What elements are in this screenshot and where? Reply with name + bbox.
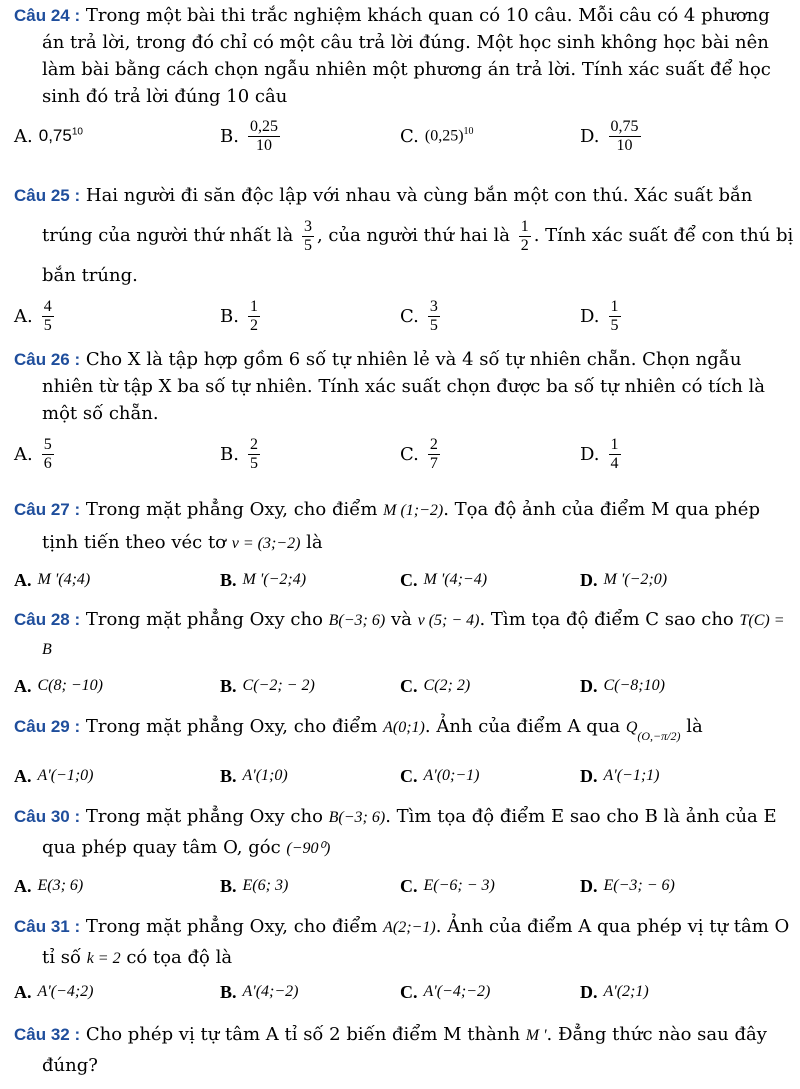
fraction (302, 218, 314, 255)
question-31 (14, 912, 794, 974)
question-number: Câu 29 : (14, 717, 81, 736)
option-d[interactable] (580, 296, 624, 336)
option-value: 0,75 (38, 126, 72, 145)
fraction-numerator: 3 (303, 217, 312, 235)
option-label: A. (14, 875, 32, 896)
question-number: Câu 27 : (14, 500, 81, 519)
option-value: E(6; 3) (242, 877, 289, 894)
option-label: C. (400, 125, 419, 147)
fraction-denominator: 2 (249, 316, 258, 334)
vector-v: v (5; − 4) (417, 612, 480, 629)
option-b[interactable] (220, 434, 263, 474)
question-text: có tọa độ là (126, 947, 233, 968)
option-b[interactable] (220, 296, 263, 336)
question-text: Trong mặt phẳng Oxy, cho điểm (85, 716, 378, 737)
option-label: B. (220, 305, 239, 327)
option-b[interactable] (220, 866, 288, 906)
fraction-denominator: 7 (429, 454, 438, 472)
option-value: M '(−2;0) (603, 571, 668, 588)
option-label: A. (14, 569, 32, 590)
option-c[interactable] (400, 296, 443, 336)
fraction-denominator: 10 (255, 136, 272, 154)
options-24 (14, 116, 794, 156)
option-label: D. (580, 675, 598, 696)
option-label: B. (220, 765, 237, 786)
ratio-k: k = 2 (86, 950, 121, 967)
question-text: . Tìm tọa độ điểm C sao cho (479, 609, 734, 630)
question-number: Câu 31 : (14, 917, 81, 936)
translation-formula: T(C) = B (42, 612, 785, 658)
fraction-numerator: 0,75 (610, 117, 639, 135)
option-b[interactable] (220, 560, 306, 600)
question-text: . Ảnh của điểm A qua phép vị tự tâm O tỉ số (42, 916, 790, 968)
option-d[interactable] (580, 116, 644, 156)
option-value: (0,25) (424, 127, 464, 145)
option-d[interactable] (580, 756, 659, 796)
point-a: A(0;1) (383, 719, 425, 736)
question-number: Câu 25 : (14, 186, 81, 205)
question-26 (14, 346, 794, 427)
question-28 (14, 606, 794, 664)
option-value: C(8; −10) (37, 677, 103, 694)
question-32 (14, 1020, 794, 1081)
option-value: C(2; 2) (423, 677, 471, 694)
option-value: C(−8;10) (603, 677, 665, 694)
option-c[interactable] (400, 756, 479, 796)
fraction-denominator: 5 (610, 316, 619, 334)
option-fraction (609, 298, 621, 335)
fraction-denominator: 5 (249, 454, 258, 472)
option-label: A. (14, 765, 32, 786)
fraction-denominator: 4 (610, 454, 619, 472)
option-value: E(3; 6) (37, 877, 84, 894)
option-label: A. (14, 443, 33, 465)
option-label: C. (400, 443, 419, 465)
option-a[interactable] (14, 666, 103, 706)
fraction-numerator: 1 (249, 297, 258, 315)
point-m-prime: M ' (525, 1027, 547, 1044)
question-text: và (390, 609, 412, 630)
option-label: D. (580, 875, 598, 896)
question-24 (14, 2, 794, 110)
option-value: A'(−1;0) (37, 767, 94, 784)
question-text: . Tính xác suất để con thú bị bắn trúng. (42, 225, 794, 286)
option-label: D. (580, 443, 600, 465)
option-b[interactable] (220, 116, 283, 156)
option-d[interactable] (580, 972, 649, 1012)
options-31 (14, 972, 794, 1012)
point-b: B(−3; 6) (328, 612, 386, 629)
option-value: A'(−4;−2) (423, 983, 491, 1000)
option-c[interactable] (400, 666, 470, 706)
option-exponent: 10 (463, 126, 474, 138)
option-label: B. (220, 875, 237, 896)
point-a: A(2;−1) (383, 919, 436, 936)
option-label: D. (580, 305, 600, 327)
question-number: Câu 28 : (14, 610, 81, 629)
option-fraction (428, 298, 440, 335)
option-label: C. (400, 875, 418, 896)
option-d[interactable] (580, 434, 624, 474)
option-a[interactable] (14, 116, 83, 156)
option-d[interactable] (580, 560, 667, 600)
option-a[interactable] (14, 560, 90, 600)
fraction-denominator: 2 (520, 236, 529, 254)
option-c[interactable] (400, 560, 487, 600)
question-number: Câu 24 : (14, 6, 81, 25)
fraction-numerator: 4 (43, 297, 52, 315)
fraction-denominator: 5 (303, 236, 312, 254)
option-label: C. (400, 765, 418, 786)
option-value: E(−6; − 3) (423, 877, 495, 894)
option-d[interactable] (580, 866, 675, 906)
option-c[interactable] (400, 116, 474, 156)
question-text: . Tọa độ ảnh của điểm M qua phép tịnh tiến theo véc tơ (42, 499, 760, 553)
option-label: C. (400, 569, 418, 590)
option-value: E(−3; − 6) (603, 877, 675, 894)
question-text: Trong mặt phẳng Oxy, cho điểm (85, 916, 378, 937)
question-text: . Ảnh của điểm A qua (424, 716, 621, 737)
option-label: C. (400, 675, 418, 696)
option-b[interactable] (220, 756, 288, 796)
fraction (519, 218, 531, 255)
question-text: , của người thứ hai là (316, 225, 510, 246)
question-text: Trong một bài thi trắc nghiệm khách quan có 10 câu. Mỗi câu có 4 phương án trả lời, trong đó chỉ có một câu trả lời đúng. Một học sinh không học bài nên làm bài bằng cách chọn ngẫu nhiên một phương án trả lời. Tính xác suất để học sinh đó trả lời đúng 10 câu (42, 5, 771, 107)
option-c[interactable] (400, 972, 490, 1012)
question-text: . Tìm tọa độ điểm E sao cho B là ảnh của E qua phép quay tâm O, góc (42, 806, 777, 858)
option-value: A'(0;−1) (423, 767, 480, 784)
question-text: là (306, 532, 323, 553)
option-label: A. (14, 125, 33, 147)
question-text: Cho X là tập hợp gồm 6 số tự nhiên lẻ và 4 số tự nhiên chẵn. Chọn ngẫu nhiên từ tập X ba số tự nhiên. Tính xác suất chọn được ba số tự nhiên có tích là một số chẵn. (42, 349, 765, 424)
option-value: A'(1;0) (242, 767, 288, 784)
option-label: C. (400, 981, 418, 1002)
option-value: A'(4;−2) (242, 983, 299, 1000)
option-value: M '(4;−4) (423, 571, 488, 588)
options-29 (14, 756, 794, 796)
option-c[interactable] (400, 866, 495, 906)
option-fraction (248, 298, 260, 335)
rotation-angle: (−90⁰) (286, 840, 331, 857)
vector-v: v = (3;−2) (231, 535, 301, 552)
fraction-denominator: 5 (43, 316, 52, 334)
option-label: B. (220, 125, 239, 147)
option-c[interactable] (400, 434, 443, 474)
fraction-numerator: 1 (610, 297, 619, 315)
question-number: Câu 30 : (14, 807, 81, 826)
option-label: C. (400, 305, 419, 327)
question-text: Hai người đi săn độc lập với nhau và cùng bắn một con thú. Xác suất bắn trúng của người thứ nhất là (42, 185, 753, 246)
option-value: A'(2;1) (603, 983, 649, 1000)
fraction-denominator: 10 (616, 136, 633, 154)
rotation-symbol (625, 719, 681, 743)
option-label: B. (220, 569, 237, 590)
option-label: B. (220, 443, 239, 465)
option-label: B. (220, 981, 237, 1002)
option-fraction (609, 118, 641, 155)
question-text: Trong mặt phẳng Oxy, cho điểm (85, 499, 378, 520)
option-label: D. (580, 981, 598, 1002)
fraction-numerator: 1 (520, 217, 529, 235)
question-text: là (686, 716, 703, 737)
fraction-numerator: 2 (429, 435, 438, 453)
option-a[interactable] (14, 296, 57, 336)
question-number: Câu 26 : (14, 350, 81, 369)
option-label: A. (14, 305, 33, 327)
fraction-denominator: 6 (43, 454, 52, 472)
option-fraction (248, 118, 280, 155)
fraction-numerator: 0,25 (249, 117, 278, 135)
option-label: B. (220, 675, 237, 696)
option-value: M '(−2;4) (242, 571, 307, 588)
fraction-numerator: 1 (610, 435, 619, 453)
rotation-subscript: (O,−π/2) (637, 729, 681, 743)
question-text: . Đẳng thức nào sau đây đúng? (42, 1024, 767, 1076)
option-d[interactable] (580, 666, 665, 706)
question-29 (14, 712, 794, 751)
fraction-numerator: 2 (249, 435, 258, 453)
options-25 (14, 296, 794, 336)
option-fraction (609, 436, 621, 473)
option-value: A'(−1;1) (603, 767, 660, 784)
option-a[interactable] (14, 866, 83, 906)
option-fraction (248, 436, 260, 473)
question-text: Cho phép vị tự tâm A tỉ số 2 biến điểm M thành (85, 1024, 521, 1045)
option-a[interactable] (14, 972, 93, 1012)
option-b[interactable] (220, 666, 315, 706)
option-label: D. (580, 765, 598, 786)
question-30 (14, 802, 794, 864)
question-25 (14, 176, 794, 296)
option-fraction (42, 436, 54, 473)
option-fraction (42, 298, 54, 335)
option-label: D. (580, 125, 600, 147)
rotation-q: Q (625, 719, 638, 736)
fraction-numerator: 3 (429, 297, 438, 315)
question-text: Trong mặt phẳng Oxy cho (85, 609, 323, 630)
fraction-numerator: 5 (43, 435, 52, 453)
option-label: A. (14, 981, 32, 1002)
option-fraction (428, 436, 440, 473)
option-label: A. (14, 675, 32, 696)
point-m: M (1;−2) (383, 502, 444, 519)
point-b: B(−3; 6) (328, 809, 386, 826)
options-30 (14, 866, 794, 906)
fraction-denominator: 5 (429, 316, 438, 334)
option-exponent: 10 (71, 126, 83, 138)
option-value: M '(4;4) (37, 571, 91, 588)
options-27 (14, 560, 794, 600)
option-label: D. (580, 569, 598, 590)
option-a[interactable] (14, 434, 57, 474)
option-value: A'(−4;2) (37, 983, 94, 1000)
option-a[interactable] (14, 756, 93, 796)
options-28 (14, 666, 794, 706)
question-number: Câu 32 : (14, 1025, 81, 1044)
option-value: C(−2; − 2) (242, 677, 315, 694)
options-26 (14, 434, 794, 474)
option-b[interactable] (220, 972, 299, 1012)
question-text: Trong mặt phẳng Oxy cho (85, 806, 323, 827)
question-27 (14, 494, 794, 560)
